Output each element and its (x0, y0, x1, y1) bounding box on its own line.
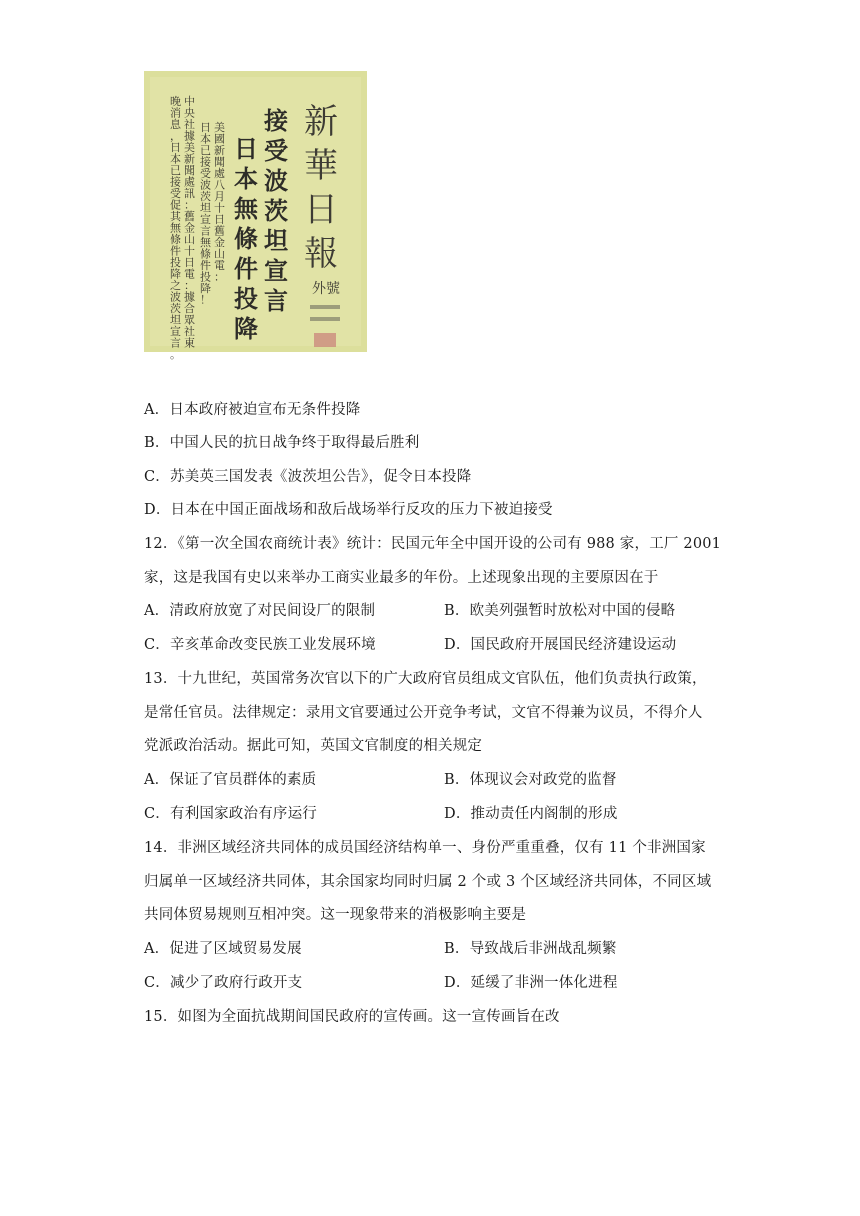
q15-stem-line-1: 15．如图为全面抗战期间国民政府的宣传画。这一宣传画旨在改 (144, 1009, 560, 1025)
article-char: 舊 (184, 210, 195, 223)
article-char: 處 (214, 167, 225, 180)
q12-options-row-2 (144, 635, 677, 655)
q13-option-d: D．推动责任内阁制的形成 (444, 806, 618, 822)
article-char: 已 (170, 164, 181, 177)
q11-option-c: C．苏美英三国发表《波茨坦公告》，促令日本投降 (144, 469, 472, 485)
q13-options-row-2 (144, 804, 618, 824)
headline-char: 茨 (264, 197, 288, 225)
article-char: 受 (200, 167, 211, 180)
q12-option-c: C．辛亥革命改变民族工业发展环境 (144, 637, 376, 653)
article-char: 言 (200, 224, 211, 238)
q13-stem-line-1: 13．十九世纪，英国常务次官以下的广大政府官员组成文官队伍，他们负责执行政策， (144, 671, 707, 687)
article-char: ， (170, 129, 181, 143)
masthead-char: 日 (304, 190, 338, 230)
article-char: 社 (184, 118, 195, 131)
masthead-char: 報 (304, 234, 338, 274)
q14-options-row-2 (144, 973, 618, 993)
article-char: 聞 (184, 164, 195, 177)
article-char: 八 (214, 178, 225, 192)
article-char: 無 (170, 221, 181, 235)
article-char: 降 (170, 267, 181, 281)
article-char: 坦 (170, 313, 181, 327)
article-char: 美 (214, 121, 225, 134)
article-char: 山 (214, 247, 225, 261)
headline-char: 降 (234, 315, 258, 343)
q12-stem-line-1: 12．《第一次全国农商统计表》统计：民国元年全中国开设的公司有 988 家，工厂 2001 (144, 536, 722, 552)
article-char: 合 (184, 302, 195, 315)
article-char: 電 (214, 259, 225, 272)
headline-char: 本 (234, 165, 258, 193)
article-char: 息 (170, 118, 181, 131)
article-char: 接 (200, 155, 211, 169)
article-char: 其 (170, 210, 181, 223)
headline-char: 坦 (264, 227, 288, 255)
article-char: 日 (184, 256, 195, 269)
article-char: 本 (170, 152, 181, 166)
headline-char: 言 (264, 287, 288, 315)
q14-option-b: B．导致战后非洲战乱频繁 (444, 941, 617, 957)
article-char: 坦 (200, 201, 211, 215)
q14-options-row-1 (144, 939, 617, 959)
q13-stem-line-2: 是常任官员。法律规定：录用文官要通过公开竞争考试，文官不得兼为议员，不得介人 (144, 705, 703, 721)
q12-option-a: A．清政府放宽了对民间设厂的限制 (144, 603, 376, 619)
article-char: 消 (170, 106, 181, 120)
q11-option-a: A．日本政府被迫宣布无条件投降 (144, 402, 361, 418)
q13-options-row-1 (144, 770, 617, 790)
article-char: 受 (170, 187, 181, 200)
headline-char: 投 (234, 285, 258, 313)
article-char: ！ (200, 293, 211, 307)
article-char: 新 (184, 152, 195, 166)
headline-char: 條 (234, 225, 258, 253)
article-char: 處 (184, 175, 195, 189)
q14-option-d: D．延缓了非洲一体化进程 (444, 975, 618, 991)
q12-option-b: B．欧美列强暂时放松对中国的侵略 (444, 603, 676, 619)
headline-char: 日 (234, 135, 258, 163)
headline-char: 波 (264, 167, 288, 195)
q14-option-a: A．促进了区域贸易发展 (144, 941, 302, 957)
article-char: 眾 (184, 313, 195, 327)
article-char: 茨 (170, 302, 181, 315)
article-char: 宣 (170, 325, 181, 338)
q13-option-b: B．体现议会对政党的监督 (444, 772, 617, 788)
article-char: 無 (200, 236, 211, 249)
article-char: 本 (200, 132, 211, 146)
q14-option-c: C．减少了政府行政开支 (144, 975, 303, 991)
newspaper-extra-photo (144, 71, 367, 361)
q13-stem-line-3: 党派政治活动。据此可知，英国文官制度的相关规定 (144, 738, 483, 754)
article-char: 舊 (214, 224, 225, 238)
article-char: 日 (200, 121, 211, 134)
article-char: 降 (200, 282, 211, 295)
article-char: 訊 (184, 187, 195, 200)
article-char: 中 (184, 95, 195, 108)
article-char: 件 (200, 259, 211, 272)
masthead-char: 新 (304, 102, 338, 142)
article-char: ： (184, 279, 195, 292)
article-char: ： (184, 198, 195, 212)
article-char: 社 (184, 325, 195, 338)
article-char: 促 (170, 198, 181, 212)
article-char: 聞 (214, 155, 225, 169)
q13-option-a: A．保证了官员群体的素质 (144, 772, 317, 788)
headline-char: 接 (264, 107, 288, 135)
article-char: 央 (184, 106, 195, 120)
headline-char: 受 (264, 137, 288, 165)
article-char: 條 (200, 247, 211, 261)
article-char: 宣 (200, 213, 211, 226)
article-char: ： (214, 270, 225, 284)
q12-options-row-1 (144, 601, 676, 621)
article-char: 十 (214, 201, 225, 215)
article-char: 條 (170, 233, 181, 246)
article-char: 晚 (170, 95, 181, 108)
article-char: 十 (184, 244, 195, 258)
article-char: 投 (200, 270, 211, 284)
article-char: 接 (170, 175, 181, 189)
article-char: 據 (184, 129, 195, 143)
red-stamp (314, 333, 336, 347)
article-char: 已 (200, 144, 211, 157)
article-char: 美 (184, 141, 195, 154)
article-char: 言 (170, 336, 181, 350)
article-char: 電 (184, 267, 195, 281)
q14-stem-line-1: 14．非洲区域经济共同体的成员国经济结构单一、身份严重重叠，仅有 11 个非洲国家 (144, 840, 706, 856)
article-char: 國 (214, 132, 225, 146)
masthead-char: 華 (304, 146, 338, 186)
article-char: 東 (184, 336, 195, 350)
article-char: 茨 (200, 190, 211, 203)
q11-option-d: D．日本在中国正面战场和敌后战场举行反攻的压力下被迫接受 (144, 502, 553, 518)
q12-stem-line-2: 家，这是我国有史以来举办工商实业最多的年份。上述现象出现的主要原因在于 (144, 570, 659, 586)
article-char: 月 (214, 190, 225, 203)
article-char: 金 (184, 221, 195, 235)
headline-char: 無 (234, 195, 258, 223)
article-char: 波 (170, 290, 181, 304)
article-char: 新 (214, 144, 225, 157)
q11-option-b: B．中国人民的抗日战争终于取得最后胜利 (144, 435, 420, 451)
article-char: 之 (170, 279, 181, 292)
q13-option-c: C．有利国家政治有序运行 (144, 806, 317, 822)
article-char: 日 (170, 141, 181, 154)
article-char: 日 (214, 213, 225, 226)
extra-label: 外號 (312, 281, 340, 297)
headline-char: 宣 (264, 257, 288, 285)
article-char: 金 (214, 236, 225, 249)
q14-stem-line-2: 归属单一区域经济共同体，其余国家均同时归属 2 个或 3 个区域经济共同体，不同区域 (144, 874, 712, 890)
article-char: 據 (184, 290, 195, 304)
article-char: 件 (170, 244, 181, 258)
q12-option-d: D．国民政府开展国民经济建设运动 (444, 637, 677, 653)
article-char: 投 (170, 256, 181, 269)
article-char: 波 (200, 178, 211, 192)
article-char: 。 (170, 348, 181, 361)
article-char: 山 (184, 233, 195, 246)
headline-char: 件 (234, 255, 258, 283)
q14-stem-line-3: 共同体贸易规则互相冲突。这一现象带来的消极影响主要是 (144, 907, 527, 923)
